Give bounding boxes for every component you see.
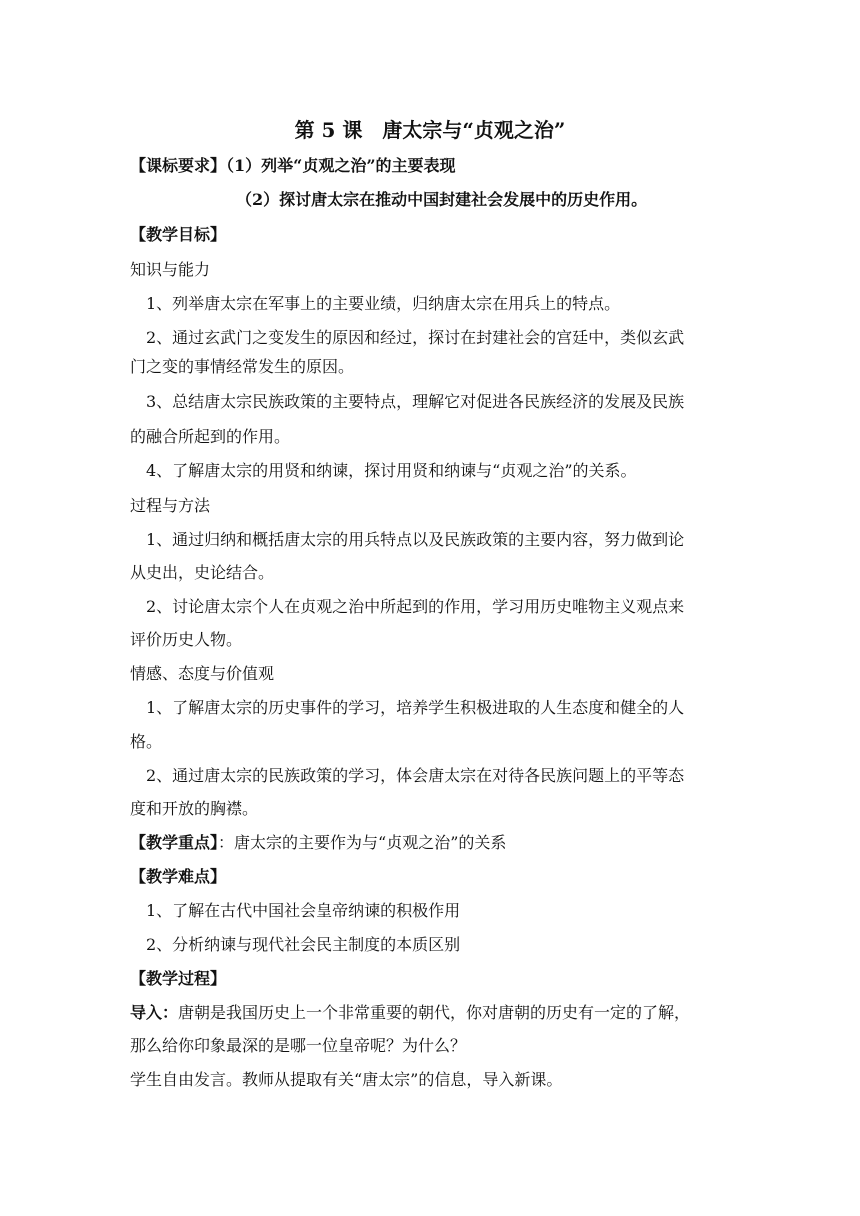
standard-req-2: （2）探讨唐太宗在推动中国封建社会发展中的历史作用。 bbox=[236, 190, 648, 209]
standard-heading: 【课标要求】 bbox=[130, 156, 227, 175]
intro-line-2: 那么给你印象最深的是哪一位皇帝呢？为什么？ bbox=[130, 1036, 467, 1055]
standard-req-1: （1）列举“贞观之治”的主要表现 bbox=[226, 156, 456, 175]
process-label: 过程与方法 bbox=[130, 496, 211, 515]
knowledge-item-1: 1、列举唐太宗在军事上的主要业绩，归纳唐太宗在用兵上的特点。 bbox=[146, 294, 621, 313]
lesson-title: 第 5 课 唐太宗与“贞观之治” bbox=[294, 118, 566, 142]
process-item-1-line-1: 1、通过归纳和概括唐太宗的用兵特点以及民族政策的主要内容，努力做到论 bbox=[146, 530, 685, 549]
knowledge-item-2-line-2: 门之变的事情经常发生的原因。 bbox=[130, 357, 355, 376]
process-section-heading: 【教学过程】 bbox=[130, 969, 227, 988]
difficulty-heading: 【教学难点】 bbox=[130, 867, 227, 886]
objectives-heading: 【教学目标】 bbox=[130, 225, 227, 244]
knowledge-item-2-line-1: 2、通过玄武门之变发生的原因和经过，探讨在封建社会的宫廷中，类似玄武 bbox=[146, 328, 685, 347]
knowledge-item-3-line-1: 3、总结唐太宗民族政策的主要特点，理解它对促进各民族经济的发展及民族 bbox=[146, 392, 685, 411]
intro-label: 导入： bbox=[130, 1003, 179, 1022]
emotion-item-2-line-2: 度和开放的胸襟。 bbox=[130, 799, 259, 818]
intro-text-1: 唐朝是我国历史上一个非常重要的朝代，你对唐朝的历史有一定的了解， bbox=[178, 1003, 691, 1022]
key-point-heading: 【教学重点】 bbox=[130, 833, 219, 852]
process-item-2-line-1: 2、讨论唐太宗个人在贞观之治中所起到的作用，学习用历史唯物主义观点来 bbox=[146, 597, 685, 616]
emotion-item-1-line-1: 1、了解唐太宗的历史事件的学习，培养学生积极进取的人生态度和健全的人 bbox=[146, 698, 685, 717]
process-item-1-line-2: 从史出，史论结合。 bbox=[130, 563, 275, 582]
knowledge-item-4: 4、了解唐太宗的用贤和纳谏，探讨用贤和纳谏与“贞观之治”的关系。 bbox=[146, 461, 637, 480]
intro-line-1 bbox=[130, 1003, 750, 1023]
difficulty-item-1: 1、了解在古代中国社会皇帝纳谏的积极作用 bbox=[146, 901, 461, 920]
knowledge-item-3-line-2: 的融合所起到的作用。 bbox=[130, 427, 291, 446]
emotion-item-2-line-1: 2、通过唐太宗的民族政策的学习，体会唐太宗在对待各民族问题上的平等态 bbox=[146, 766, 685, 785]
standard-line-1 bbox=[130, 156, 750, 176]
emotion-item-1-line-2: 格。 bbox=[130, 732, 163, 751]
knowledge-label: 知识与能力 bbox=[130, 260, 211, 279]
process-item-2-line-2: 评价历史人物。 bbox=[130, 630, 243, 649]
student-response: 学生自由发言。教师从提取有关“唐太宗”的信息，导入新课。 bbox=[130, 1070, 563, 1089]
difficulty-item-2: 2、分析纳谏与现代社会民主制度的本质区别 bbox=[146, 935, 461, 954]
key-point-text: ：唐太宗的主要作为与“贞观之治”的关系 bbox=[218, 833, 507, 852]
key-point-line bbox=[130, 833, 750, 853]
emotion-label: 情感、态度与价值观 bbox=[130, 664, 275, 683]
